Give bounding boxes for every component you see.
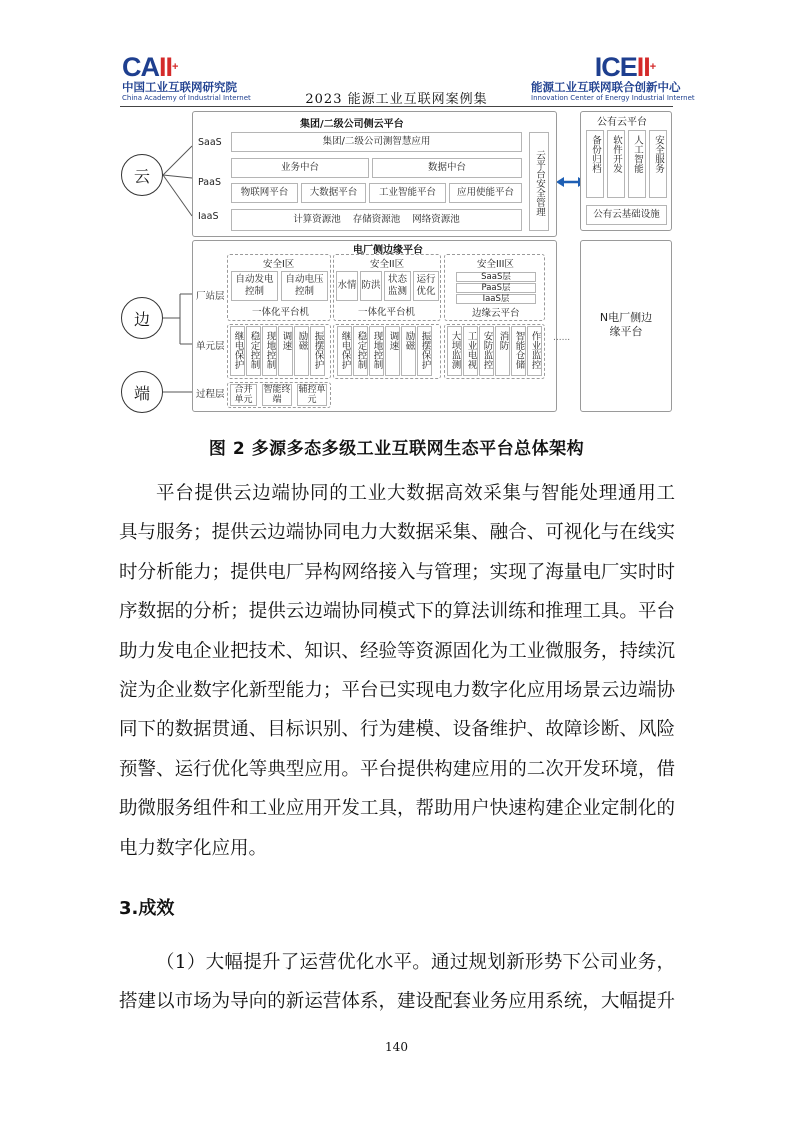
zone2-app: 水情 (336, 271, 358, 301)
text-line: 电力数字化应用。 (119, 837, 268, 859)
zone1-platform: 一体化平台机 (252, 307, 310, 318)
unit-item: 继电保护 (230, 326, 245, 376)
zone2-title: 安全II区 (370, 259, 405, 270)
layer-process-label: 过程层 (196, 389, 225, 400)
edge-circle: 边 (121, 297, 163, 339)
zone3-layer: IaaS层 (456, 294, 536, 304)
page-number: 140 (385, 1040, 408, 1054)
saas-label: SaaS (198, 137, 222, 148)
unit-item: 调速 (385, 326, 400, 376)
units-ellipsis: ...... (553, 333, 571, 343)
zone3-layer: PaaS层 (456, 283, 536, 293)
public-cloud-item: 安全服务 (649, 130, 667, 198)
paas-bottom-item: 大数据平台 (301, 183, 366, 203)
zone3-layer: SaaS层 (456, 272, 536, 282)
text-line: 助力发电企业把技术、知识、经验等资源固化为工业微服务，持续沉 (119, 640, 675, 662)
figure-caption: 图 2 多源多态多级工业互联网生态平台总体架构 (208, 439, 585, 459)
cai-logo-mark: CAII+ (122, 52, 178, 82)
public-cloud-item: 软件开发 (607, 130, 625, 198)
header-title: 2023 能源工业互联网案例集 (305, 92, 488, 107)
unit-item: 作业监控 (527, 326, 542, 376)
zone1-title: 安全I区 (263, 259, 295, 270)
unit-item: 稳定控制 (353, 326, 368, 376)
zone1-app: 自动发电控制 (231, 271, 278, 301)
layer-station-label: 厂站层 (196, 291, 225, 302)
unit-item: 智能仓储 (511, 326, 526, 376)
unit-item: 工业电视 (463, 326, 478, 376)
unit-item: 安防监控 (479, 326, 494, 376)
cloud-circle: 云 (121, 154, 163, 196)
text-line: 平台提供云边端协同的工业大数据高效采集与智能处理通用工 (156, 483, 675, 504)
process-item: 辅控单元 (298, 385, 326, 405)
unit-item: 励磁 (401, 326, 416, 376)
iaas-item: 网络资源池 (412, 214, 460, 225)
end-circle: 端 (121, 371, 163, 413)
cai-logo-cn: 中国工业互联网研究院 (122, 80, 237, 94)
paas-top-item: 业务中台 (231, 158, 369, 178)
paas-label: PaaS (198, 177, 221, 188)
text-line: 淀为企业数字化新型能力；平台已实现电力数字化应用场景云边端协 (119, 679, 675, 701)
unit-item: 振摆保护 (310, 326, 325, 376)
public-cloud-infra: 公有云基础设施 (586, 205, 667, 225)
cloud-platform-title: 集团/二级公司侧云平台 (300, 119, 404, 130)
paragraph-1 (119, 474, 675, 868)
text-line: （1）大幅提升了运营优化水平。通过规划新形势下公司业务， (156, 952, 675, 973)
text-line: 时分析能力；提供电厂异构网络接入与管理；实现了海量电厂实时时 (119, 561, 675, 583)
paas-top-item: 数据中台 (372, 158, 522, 178)
zone2-app: 防洪 (360, 271, 382, 301)
zone2-platform: 一体化平台机 (358, 307, 416, 318)
iaas-item: 存储资源池 (352, 214, 401, 225)
public-cloud-title: 公有云平台 (597, 117, 647, 128)
process-item: 智能终端 (263, 385, 291, 405)
cai-logo-en: China Academy of Industrial Internet (122, 94, 251, 102)
saas-item: 集团/二级公司测智慧应用 (231, 132, 522, 152)
architecture-diagram (0, 0, 793, 430)
zone2-app: 状态监测 (384, 271, 411, 301)
process-item: 合并单元 (230, 384, 257, 406)
iaas-label: IaaS (198, 211, 219, 222)
unit-item: 消防 (495, 326, 510, 376)
unit-item: 调速 (278, 326, 293, 376)
zone3-title: 安全III区 (477, 259, 514, 270)
unit-item: 现地控制 (262, 326, 277, 376)
unit-item: 大坝监测 (447, 326, 462, 376)
zone2-app: 运行优化 (413, 271, 439, 301)
paas-bottom-item: 应用使能平台 (449, 183, 522, 203)
unit-item: 振摆保护 (417, 326, 432, 376)
iceii-logo-mark: ICEII+ (594, 52, 656, 82)
zone3-platform: 边缘云平台 (472, 308, 520, 319)
text-line: 助微服务组件和工业应用开发工具，帮助用户快速构建企业定制化的 (119, 798, 675, 820)
unit-item: 励磁 (294, 326, 309, 376)
text-line: 序数据的分析；提供云边端协同模式下的算法训练和推理工具。平台 (119, 601, 675, 623)
text-line: 具与服务；提供云边端协同电力大数据采集、融合、可视化与在线实 (119, 522, 675, 544)
unit-item: 现地控制 (369, 326, 384, 376)
iaas-item: 计算资源池 (293, 214, 341, 225)
cloud-security: 云平台安全管理 (529, 132, 549, 231)
section-heading: 3.成效 (119, 898, 175, 919)
unit-item: 稳定控制 (246, 326, 261, 376)
text-line: 同下的数据贯通、目标识别、行为建模、设备维护、故障诊断、风险 (119, 719, 675, 741)
iaas-row (231, 209, 522, 231)
n-plant-edge-label: N电厂侧边缘平台 (584, 305, 668, 345)
text-line: 搭建以市场为导向的新运营体系，建设配套业务应用系统，大幅提升 (119, 991, 675, 1013)
public-cloud-item: 人工智能 (628, 130, 646, 198)
unit-item: 继电保护 (337, 326, 352, 376)
paragraph-2 (119, 943, 675, 1022)
edge-platform-title: 电厂侧边缘平台 (353, 245, 423, 256)
iceii-logo-en: Innovation Center of Energy Industrial Internet (531, 94, 695, 102)
text-line: 预警、运行优化等典型应用。平台提供构建应用的二次开发环境，借 (119, 758, 675, 780)
iceii-logo-cn: 能源工业互联网联合创新中心 (531, 80, 681, 94)
paas-bottom-item: 工业智能平台 (369, 183, 446, 203)
zone1-app: 自动电压控制 (281, 271, 328, 301)
paas-bottom-item: 物联网平台 (231, 183, 298, 203)
public-cloud-item: 备份归档 (586, 130, 604, 198)
layer-unit-label: 单元层 (196, 341, 225, 352)
